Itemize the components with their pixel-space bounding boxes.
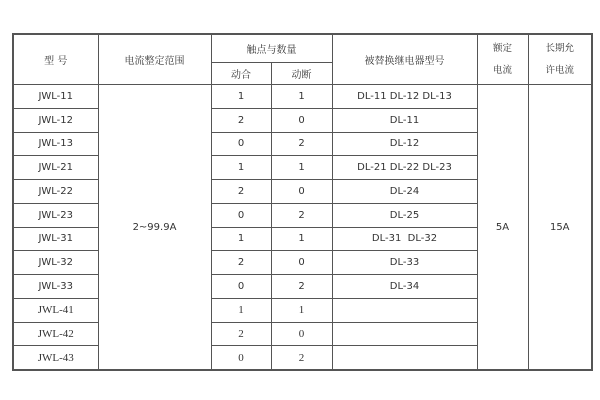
cell-make: 1 <box>211 156 271 180</box>
cell-model: JWL-23 <box>13 203 98 227</box>
cell-make: 0 <box>211 203 271 227</box>
cell-replaces: DL-12 <box>332 132 477 156</box>
header-current-range: 电流整定范围 <box>98 34 211 85</box>
cell-break: 1 <box>271 85 332 109</box>
cell-model: JWL-22 <box>13 180 98 204</box>
cell-make: 0 <box>211 346 271 370</box>
header-rated-current-line2: 电流 <box>492 64 512 76</box>
cell-replaces: DL-11 DL-12 DL-13 <box>332 85 477 109</box>
cell-break: 0 <box>271 322 332 346</box>
cell-break: 0 <box>271 108 332 132</box>
cell-replaces: DL-11 <box>332 108 477 132</box>
table-row <box>13 85 592 109</box>
cell-make: 1 <box>211 298 271 322</box>
header-long-term-current <box>528 34 592 85</box>
header-rated-current-line1: 额定 <box>492 42 512 54</box>
cell-model: JWL-21 <box>13 156 98 180</box>
cell-make: 2 <box>211 180 271 204</box>
cell-make: 2 <box>211 322 271 346</box>
cell-replaces <box>332 346 477 370</box>
cell-model: JWL-11 <box>13 85 98 109</box>
cell-break: 0 <box>271 180 332 204</box>
cell-make: 0 <box>211 275 271 299</box>
cell-break: 2 <box>271 275 332 299</box>
cell-model: JWL-32 <box>13 251 98 275</box>
cell-replaces: DL-25 <box>332 203 477 227</box>
cell-replaces: DL-34 <box>332 275 477 299</box>
header-break: 动断 <box>271 63 332 85</box>
cell-make: 1 <box>211 85 271 109</box>
cell-break: 0 <box>271 251 332 275</box>
cell-replaces: DL-21 DL-22 DL-23 <box>332 156 477 180</box>
cell-make: 1 <box>211 227 271 251</box>
cell-break: 2 <box>271 346 332 370</box>
cell-model: JWL-12 <box>13 108 98 132</box>
header-replaces: 被替换继电器型号 <box>332 34 477 85</box>
header-long-term-line1: 长期允 <box>545 42 574 54</box>
cell-break: 2 <box>271 132 332 156</box>
header-rated-current <box>477 34 528 85</box>
cell-current-range: 2~99.9A <box>98 85 211 371</box>
cell-break: 1 <box>271 227 332 251</box>
header-long-term-line2: 许电流 <box>545 64 574 76</box>
cell-replaces <box>332 322 477 346</box>
cell-model: JWL-31 <box>13 227 98 251</box>
cell-replaces <box>332 298 477 322</box>
cell-make: 2 <box>211 251 271 275</box>
cell-replaces: DL-31 DL-32 <box>332 227 477 251</box>
cell-long-term-current: 15A <box>528 85 592 371</box>
relay-spec-table <box>12 33 593 371</box>
cell-break: 1 <box>271 298 332 322</box>
cell-model: JWL-13 <box>13 132 98 156</box>
cell-rated-current: 5A <box>477 85 528 371</box>
cell-model: JWL-41 <box>13 298 98 322</box>
cell-replaces: DL-33 <box>332 251 477 275</box>
cell-model: JWL-43 <box>13 346 98 370</box>
cell-break: 1 <box>271 156 332 180</box>
header-contacts: 触点与数量 <box>211 34 332 63</box>
cell-model: JWL-42 <box>13 322 98 346</box>
header-make: 动合 <box>211 63 271 85</box>
cell-make: 0 <box>211 132 271 156</box>
header-model: 型 号 <box>13 34 98 85</box>
cell-replaces: DL-24 <box>332 180 477 204</box>
cell-make: 2 <box>211 108 271 132</box>
cell-model: JWL-33 <box>13 275 98 299</box>
cell-break: 2 <box>271 203 332 227</box>
